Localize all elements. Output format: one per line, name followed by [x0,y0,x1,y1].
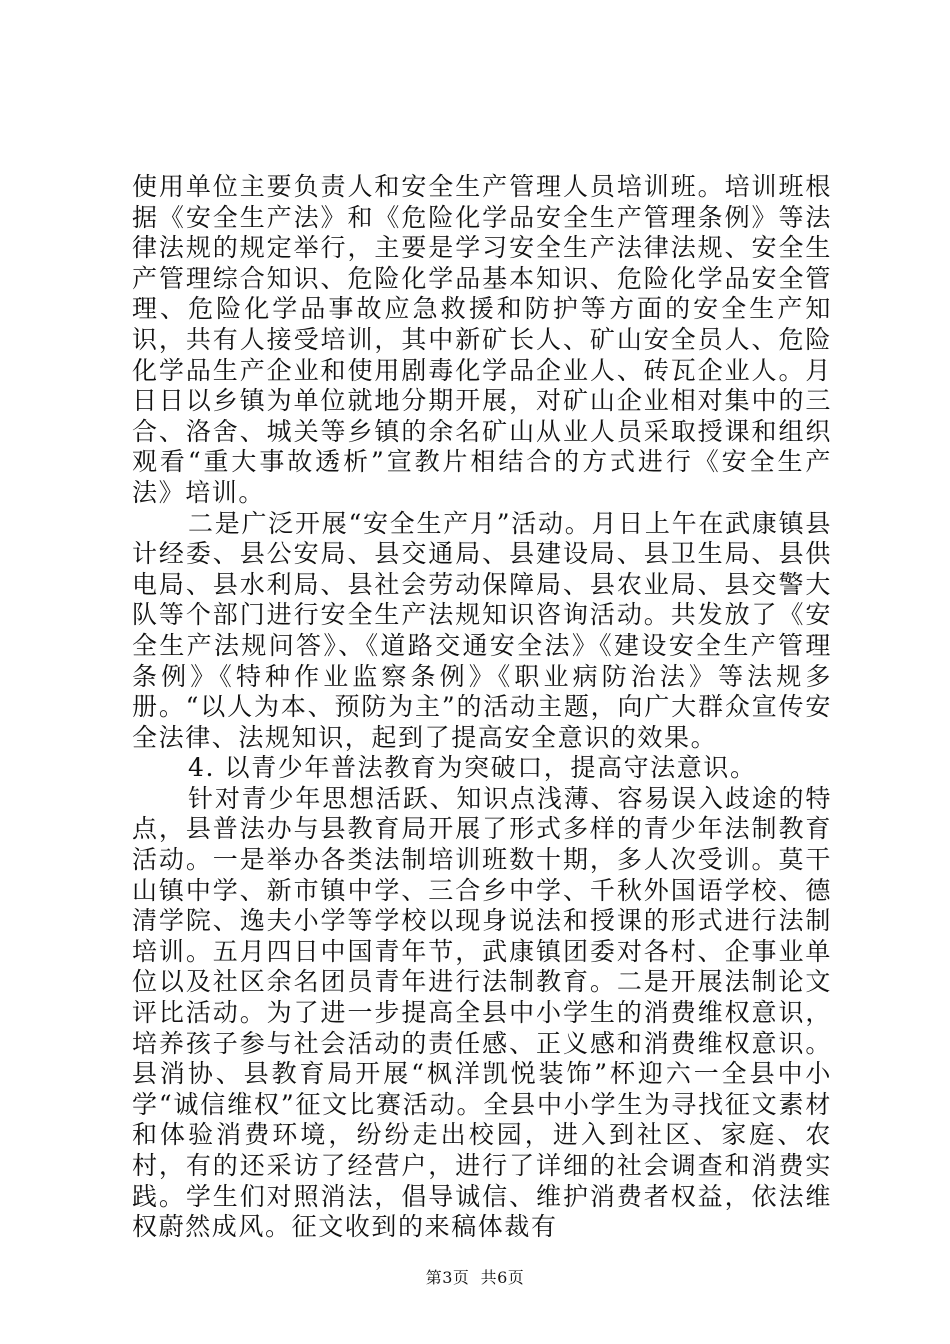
page-footer [0,1268,950,1288]
paragraph-safety-month: 二是广泛开展“安全生产月”活动。月日上午在武康镇县计经委、县公安局、县交通局、县建设局、县卫生局、县供电局、县水利局、县社会劳动保障局、县农业局、县交警大队等个部门进行安全生产法规知识咨询活动。共发放了《安全生产法规问答》、《道路交通安全法》《建设安全生产管理条例》《特种作业监察条例》《职业病防治法》等法规多册。“以人为本、预防为主”的活动主题，向广大群众宣传安全法律、法规知识，起到了提高安全意识的效果。 [132,508,832,752]
paragraph-training-class: 使用单位主要负责人和安全生产管理人员培训班。培训班根据《安全生产法》和《危险化学品安全生产管理条例》等法律法规的规定举行，主要是学习安全生产法律法规、安全生产管理综合知识、危险化学品基本知识、危险化学品安全管理、危险化学品事故应急救援和防护等方面的安全生产知识，共有人接受培训，其中新矿长人、矿山安全员人、危险化学品生产企业和使用剧毒化学品企业人、砖瓦企业人。月日日以乡镇为单位就地分期开展，对矿山企业相对集中的三合、洛舍、城关等乡镇的余名矿山从业人员采取授课和组织观看“重大事故透析”宣教片相结合的方式进行《安全生产法》培训。 [132,172,832,507]
section-heading-youth-education: 4. 以青少年普法教育为突破口，提高守法意识。 [188,753,757,783]
page-number-label: 第3页 共6页 [425,1268,525,1287]
paragraph-youth-activities: 针对青少年思想活跃、知识点浅薄、容易误入歧途的特点，县普法办与县教育局开展了形式多样的青少年法制教育活动。一是举办各类法制培训班数十期，多人次受训。莫干山镇中学、新市镇中学、三合乡中学、千秋外国语学校、德清学院、逸夫小学等学校以现身说法和授课的形式进行法制培训。五月四日中国青年节，武康镇团委对各村、企事业单位以及社区余名团员青年进行法制教育。二是开展法制论文评比活动。为了进一步提高全县中小学生的消费维权意识，培养孩子参与社会活动的责任感、正义感和消费维权意识。县消协、县教育局开展“枫洋凯悦装饰”杯迎六一全县中小学“诚信维权”征文比赛活动。全县中小学生为寻找征文素材和体验消费环境，纷纷走出校园，进入到社区、家庭、农村，有的还采访了经营户，进行了详细的社会调查和消费实践。学生们对照消法，倡导诚信、维护消费者权益，依法维权蔚然成风。征文收到的来稿体裁有 [132,783,832,1242]
document-body [132,172,832,1243]
